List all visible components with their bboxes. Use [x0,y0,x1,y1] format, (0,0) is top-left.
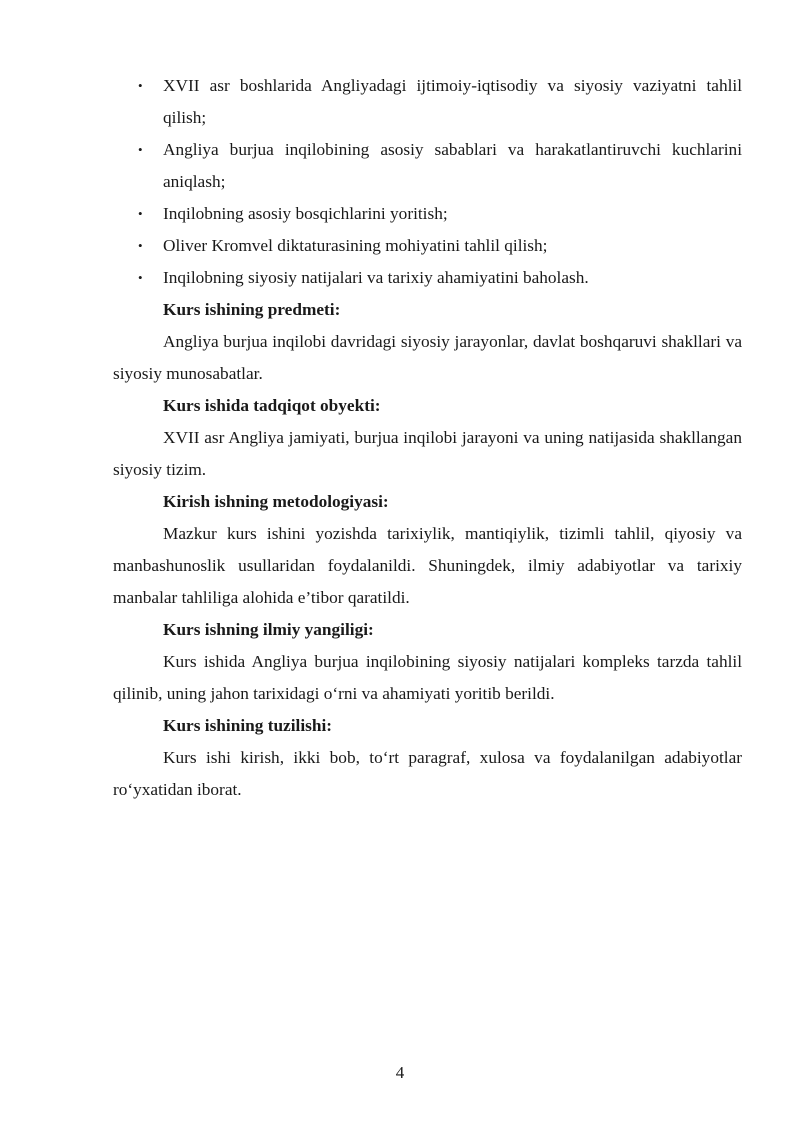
section-heading-object: Kurs ishida tadqiqot obyekti: [163,396,381,415]
section-heading-novelty: Kurs ishning ilmiy yangiligi: [163,620,374,639]
page-number: 4 [395,1063,405,1082]
section-text-novelty: Kurs ishida Angliya burjua inqilobining siyosiy natijalari kompleks tarzda tahlil qilinib, uning jahon tarixidagi o‘rni va ahamiyati yoritib berildi. [113,652,742,703]
section-heading-subject: Kurs ishining predmeti: [163,300,341,319]
section-text-subject: Angliya burjua inqilobi davridagi siyosiy jarayonlar, davlat boshqaruvi shakllari va siyosiy munosabatlar. [113,332,742,383]
objective-item [113,230,742,262]
objectives-list [113,70,742,294]
section-text-structure: Kurs ishi kirish, ikki bob, to‘rt paragraf, xulosa va foydalanilgan adabiyotlar ro‘yxatidan iborat. [113,748,742,799]
objective-item [113,198,742,230]
section-heading-structure: Kurs ishining tuzilishi: [163,716,333,735]
section-text-object: XVII asr Angliya jamiyati, burjua inqilobi jarayoni va uning natijasida shakllangan siyosiy tizim. [113,428,742,479]
objective-text: Oliver Kromvel diktaturasining mohiyatini tahlil qilish; [163,236,548,255]
bullet-icon: • [138,238,143,253]
objective-text: XVII asr boshlarida Angliyadagi ijtimoiy-iqtisodiy va siyosiy vaziyatni tahlil qilish; [163,76,742,127]
section-heading-methodology: Kirish ishning metodologiyasi: [163,492,389,511]
bullet-icon: • [138,206,143,221]
objective-text: Angliya burjua inqilobining asosiy sabablari va harakatlantiruvchi kuchlarini aniqlash; [163,140,742,191]
bullet-icon: • [138,142,143,157]
bullet-icon: • [138,270,143,285]
objective-item [113,70,742,134]
objective-item [113,262,742,294]
objective-text: Inqilobning siyosiy natijalari va tarixiy ahamiyatini baholash. [163,268,589,287]
objective-text: Inqilobning asosiy bosqichlarini yoritish; [163,204,448,223]
section-text-methodology: Mazkur kurs ishini yozishda tarixiylik, mantiqiylik, tizimli tahlil, qiyosiy va manbashunoslik usullaridan foydalanildi. Shuningdek, ilmiy adabiyotlar va tarixiy manbalar tahliliga alohida e’tibor qaratildi. [113,524,742,607]
bullet-icon: • [138,78,143,93]
document-page [113,70,742,806]
objective-item [113,134,742,198]
